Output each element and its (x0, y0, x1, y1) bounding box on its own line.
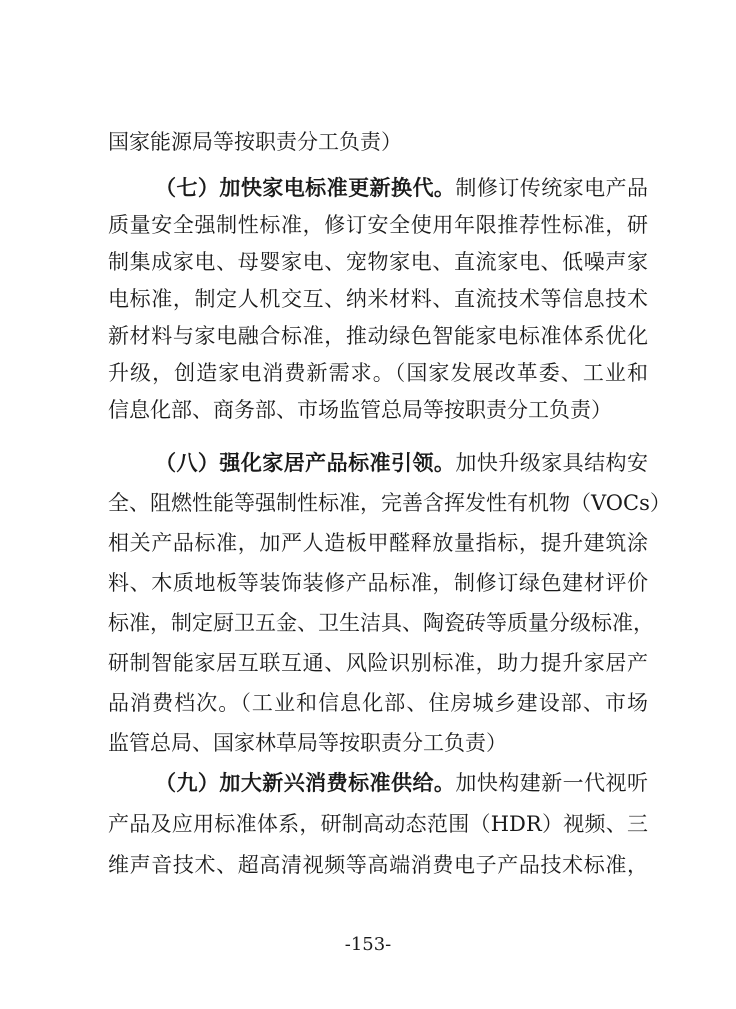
text-line (108, 728, 648, 758)
text-line-content: 国家能源局等按职责分工负责） (108, 130, 402, 154)
section-9-heading: （九）加大新兴消费标准供给。 (155, 770, 456, 795)
text-line (108, 488, 671, 518)
text-line (108, 608, 654, 638)
text-line-content: 料、木质地板等装饰装修产品标准，制修订绿色建材评价 (108, 571, 648, 595)
text-line (108, 568, 648, 598)
text-line-content: 信息化部、商务部、市场监管总局等按职责分工负责） (108, 398, 612, 422)
section-9-first-line (155, 768, 648, 798)
text-line-content: 质量安全强制性标准，修订安全使用年限推荐性标准，研 (108, 213, 648, 237)
text-line-content: 新材料与家电融合标准，推动绿色智能家电标准体系优化 (108, 324, 648, 348)
text-line (108, 210, 648, 240)
text-line (108, 809, 648, 839)
text-line (108, 528, 648, 558)
text-line-content: 全、阻燃性能等强制性标准，完善含挥发性有机物（VOCs） (108, 491, 671, 515)
text-line-content: 相关产品标准，加严人造板甲醛释放量指标，提升建筑涂 (108, 531, 648, 555)
text-line-content: 品消费档次。（工业和信息化部、住房城乡建设部、市场 (108, 691, 648, 715)
text-line-content: 制修订传统家电产品 (455, 176, 649, 200)
text-line-content: 升级，创造家电消费新需求。（国家发展改革委、工业和 (108, 361, 648, 385)
text-line-content: 维声音技术、超高清视频等高端消费电子产品技术标准， (108, 853, 648, 877)
text-line-content: 产品及应用标准体系，研制高动态范围（HDR）视频、三 (108, 812, 648, 836)
text-line (108, 395, 648, 425)
text-line (108, 284, 648, 314)
page-number: -153- (344, 934, 392, 955)
text-line-content: 监管总局、国家林草局等按职责分工负责） (108, 731, 507, 755)
text-line (108, 247, 648, 277)
text-line-content: 制集成家电、母婴家电、宠物家电、直流家电、低噪声家 (108, 250, 648, 274)
text-line (108, 127, 648, 157)
text-line-content: 研制智能家居互联互通、风险识别标准，助力提升家居产 (108, 651, 648, 675)
text-line-content: 电标准，制定人机交互、纳米材料、直流技术等信息技术 (108, 287, 648, 311)
text-line (108, 850, 648, 880)
text-line-content: 标准，制定厨卫五金、卫生洁具、陶瓷砖等质量分级标准， (108, 611, 654, 635)
section-7-heading: （七）加快家电标准更新换代。 (155, 175, 456, 200)
text-line (108, 648, 648, 678)
section-7-first-line (155, 173, 648, 203)
text-line (108, 358, 648, 388)
section-8-heading: （八）强化家居产品标准引领。 (155, 450, 456, 475)
text-line (108, 688, 648, 718)
text-line-content: 加快升级家具结构安 (455, 451, 649, 475)
text-line-content: 加快构建新一代视听 (455, 771, 649, 795)
text-line (108, 321, 648, 351)
section-8-first-line (155, 448, 648, 478)
